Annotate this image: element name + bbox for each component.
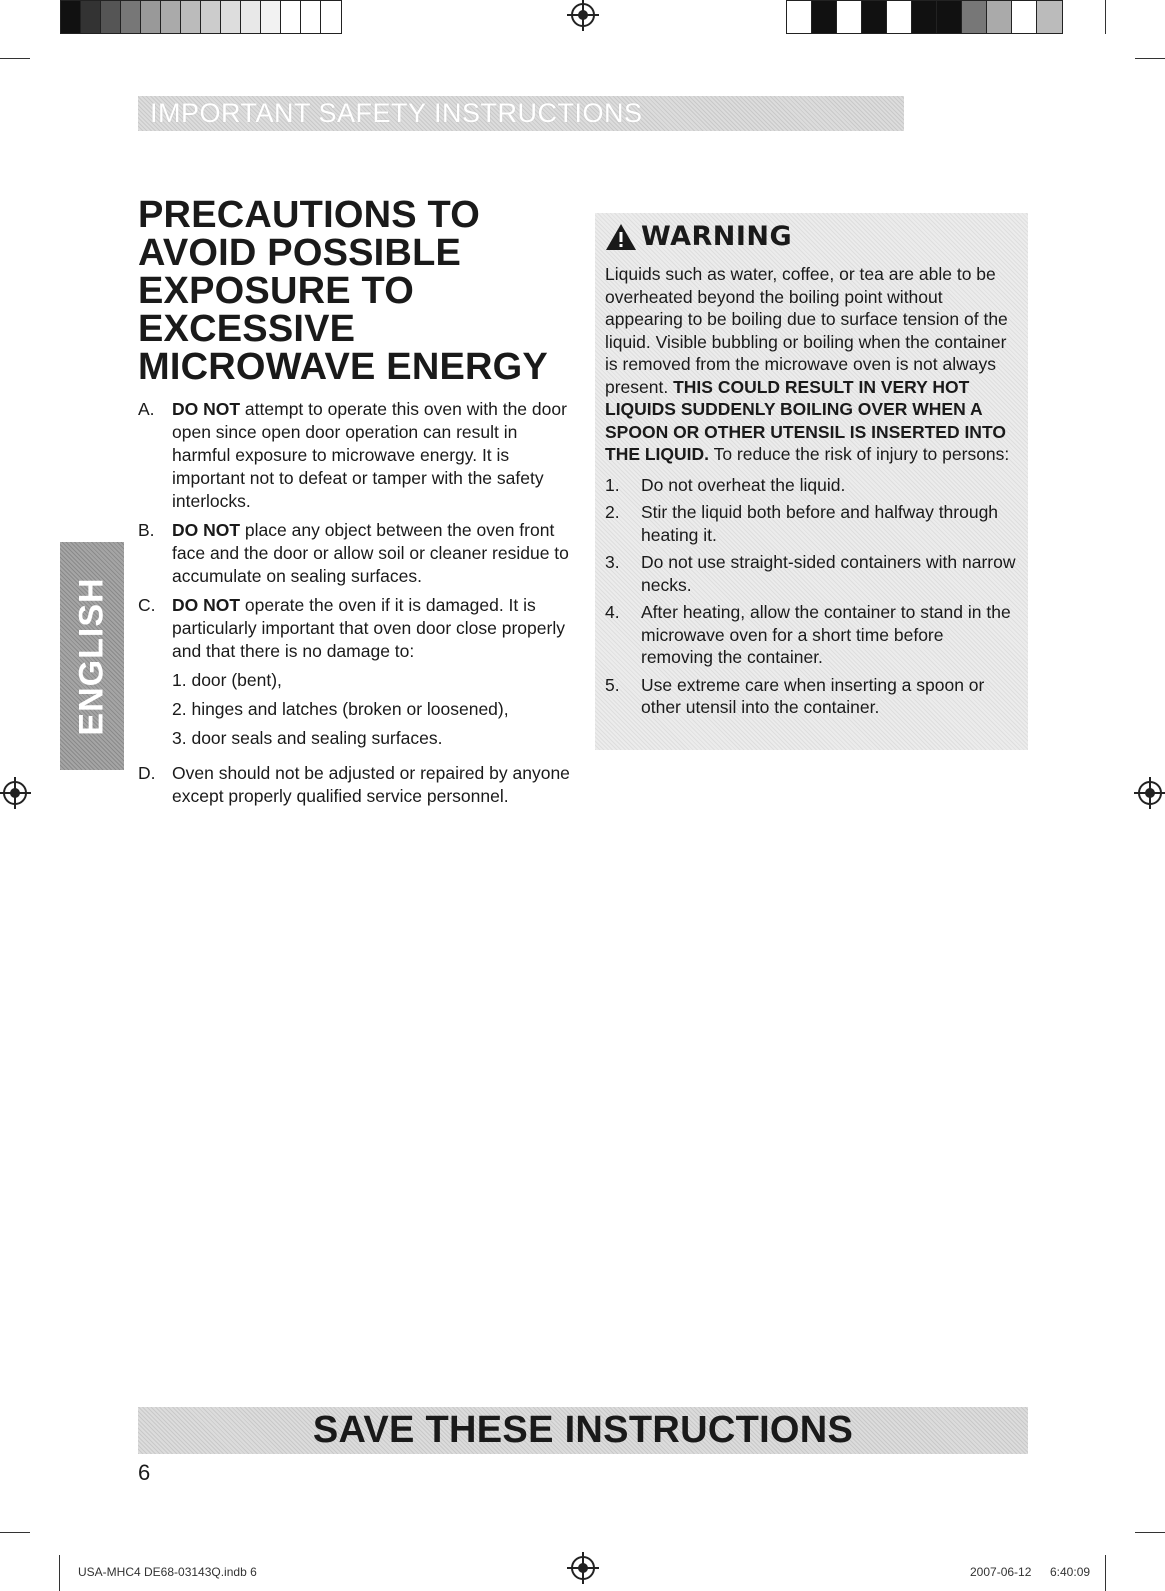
page-number: 6 <box>138 1460 151 1485</box>
item-number: 4. <box>605 602 620 622</box>
item-letter: A. <box>138 399 155 419</box>
language-tab-label: ENGLISH <box>72 576 111 736</box>
warning-intro: Liquids such as water, coffee, or tea are able to be overheated beyond the boiling point without appearing to be boiling due to surface tension of the liquid. Visible bubbling or boiling when the container is removed from the microwave oven is not always present. <box>605 264 1008 397</box>
list-item <box>605 474 1018 497</box>
list-item <box>605 674 1018 719</box>
section-header-band: IMPORTANT SAFETY INSTRUCTIONS <box>138 96 904 131</box>
list-item <box>138 398 578 513</box>
list-item <box>138 762 578 808</box>
list-item <box>605 501 1018 546</box>
warning-body <box>605 263 1018 466</box>
trim-mark <box>1135 58 1165 59</box>
warning-header <box>605 220 1018 252</box>
item-emphasis: DO NOT <box>172 595 241 615</box>
sub-list-item: 1. door (bent), <box>172 670 282 690</box>
list-item <box>605 551 1018 596</box>
warning-title: WARNING <box>641 220 793 252</box>
warning-emphasis: THIS COULD RESULT IN VERY HOT LIQUIDS SUDDENLY BOILING OVER WHEN A SPOON OR OTHER UTENSIL IS INSERTED INTO THE LIQUID. <box>605 376 1006 464</box>
item-number: 3. <box>605 552 620 572</box>
footer-date: 2007-06-12 <box>970 1565 1032 1579</box>
registration-mark-left-icon <box>3 781 27 805</box>
warning-triangle-icon <box>605 223 637 251</box>
item-text: Oven should not be adjusted or repaired by anyone except properly qualified service personnel. <box>172 763 570 806</box>
item-number: 2. <box>605 502 620 522</box>
registration-mark-right-icon <box>1138 781 1162 805</box>
item-letter: B. <box>138 520 155 540</box>
item-text: Do not overheat the liquid. <box>641 474 846 495</box>
list-item <box>138 594 578 756</box>
trim-mark <box>0 58 30 59</box>
footer-filename: USA-MHC4 DE68-03143Q.indb 6 <box>78 1565 257 1579</box>
sub-list-item: 2. hinges and latches (broken or loosened), <box>172 699 509 719</box>
registration-mark-top-icon <box>571 3 595 27</box>
warning-outro: To reduce the risk of injury to persons: <box>709 444 1010 464</box>
color-bar-right <box>786 0 1063 34</box>
warning-box <box>595 213 1028 750</box>
item-letter: D. <box>138 763 156 783</box>
list-item <box>605 601 1018 669</box>
footer-time: 6:40:09 <box>1050 1565 1091 1579</box>
item-text: place any object between the oven front face and the door or allow soil or cleaner residue to accumulate on sealing surfaces. <box>172 520 569 586</box>
item-number: 1. <box>605 474 620 495</box>
trim-mark <box>1135 1532 1165 1533</box>
item-text: Use extreme care when inserting a spoon or other utensil into the container. <box>641 674 985 717</box>
item-text: Do not use straight-sided containers with narrow necks. <box>641 552 1016 595</box>
save-instructions-band: SAVE THESE INSTRUCTIONS <box>138 1407 1028 1454</box>
list-item <box>138 519 578 588</box>
item-text: operate the oven if it is damaged. It is particularly important that oven door close properly and that there is no damage to: <box>172 595 565 661</box>
trim-mark <box>59 1555 60 1591</box>
item-number: 5. <box>605 674 620 695</box>
trim-mark <box>1105 0 1106 34</box>
item-text: Stir the liquid both before and halfway through heating it. <box>641 502 999 545</box>
warning-list <box>605 474 1018 719</box>
registration-mark-bottom-icon <box>571 1556 595 1580</box>
language-tab <box>60 542 124 770</box>
item-emphasis: DO NOT <box>172 399 241 419</box>
item-letter: C. <box>138 595 156 615</box>
trim-mark <box>1105 1555 1106 1591</box>
item-text: After heating, allow the container to stand in the microwave oven for a short time before removing the container. <box>641 602 1011 667</box>
item-text: attempt to operate this oven with the door open since open door operation can result in harmful exposure to microwave energy. It is important not to defeat or tamper with the safety interlocks. <box>172 399 567 511</box>
item-emphasis: DO NOT <box>172 520 241 540</box>
trim-mark <box>0 1532 30 1533</box>
page-title: PRECAUTIONS TO AVOID POSSIBLE EXPOSURE TO EXCESSIVE MICROWAVE ENERGY <box>138 194 548 388</box>
sub-list-item: 3. door seals and sealing surfaces. <box>172 728 443 748</box>
precautions-list <box>138 398 578 814</box>
color-bar-left <box>60 0 342 34</box>
